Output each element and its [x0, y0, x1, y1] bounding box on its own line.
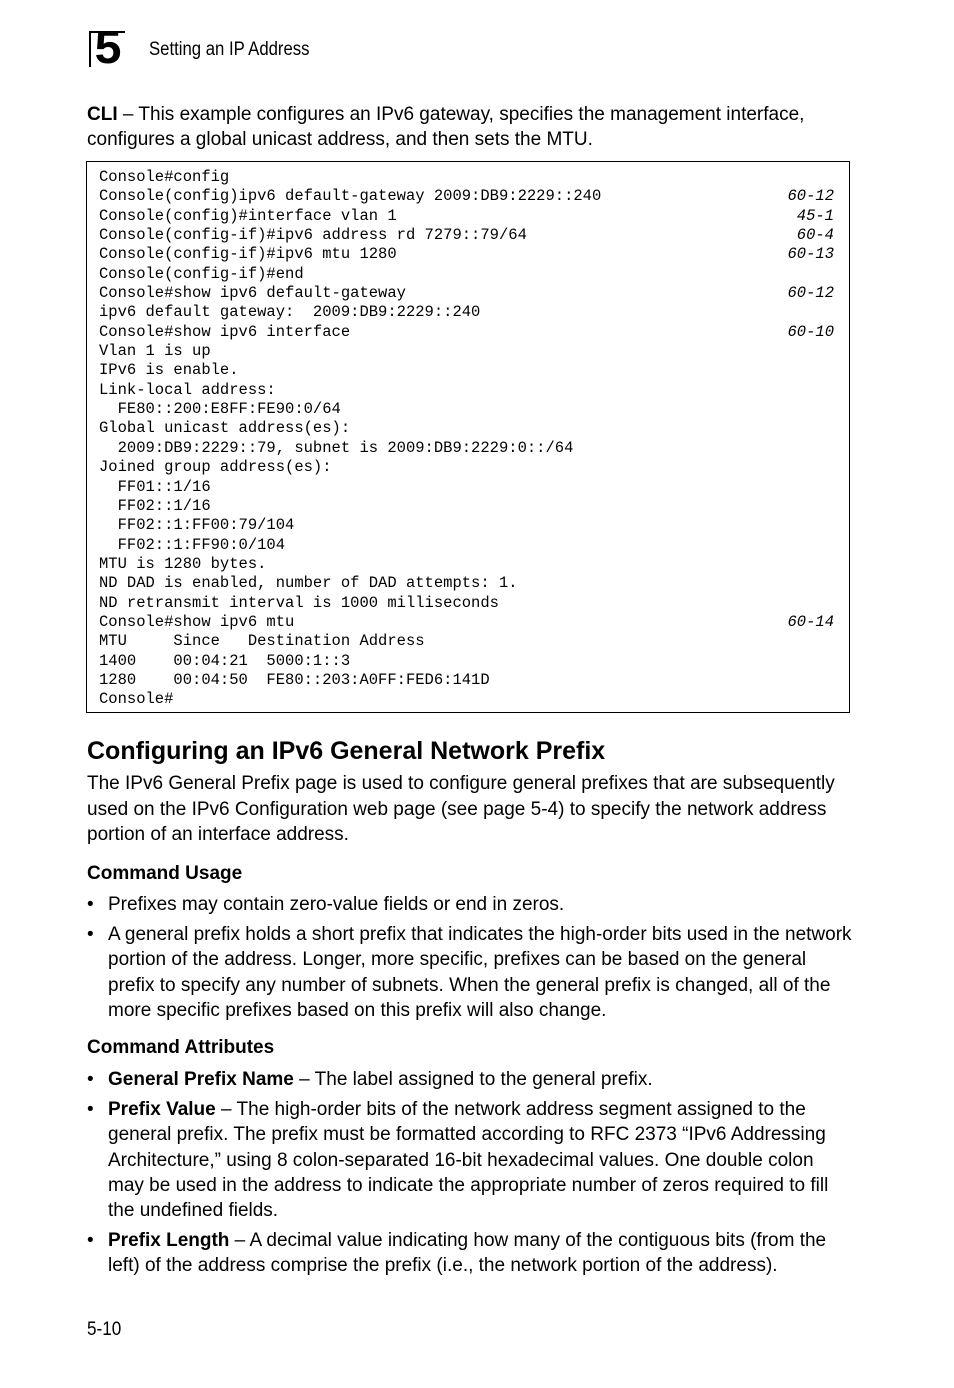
- bullet-marker: •: [87, 1099, 94, 1120]
- code-line: [99, 265, 837, 284]
- code-line: [99, 168, 837, 187]
- attribute-term: Prefix Value: [108, 1099, 216, 1120]
- code-text: FF02::1:FF90:0/104: [99, 535, 286, 554]
- code-text: Global unicast address(es):: [99, 419, 351, 438]
- code-line: [99, 226, 837, 245]
- page-reference: 60-14: [787, 612, 834, 631]
- code-text: IPv6 is enable.: [99, 361, 239, 380]
- code-text: FF02::1/16: [99, 496, 211, 515]
- code-line: [99, 613, 837, 632]
- code-text: Console#show ipv6 default-gateway: [99, 284, 406, 303]
- code-text: Vlan 1 is up: [99, 342, 211, 361]
- code-line: [99, 207, 837, 226]
- code-line: [99, 361, 837, 380]
- code-text: FF01::1/16: [99, 477, 211, 496]
- page-reference: 60-12: [787, 187, 834, 206]
- code-text: MTU Since Destination Address: [99, 632, 425, 651]
- code-line: [99, 478, 837, 497]
- attribute-desc: – The high-order bits of the network address segment assigned to the general prefix. The prefix must be formatted according to RFC 2373 “IPv6 Addressing Architecture,” using 8 colon-separated 16-bit hexadecimal values. One double colon may be used in the address to indicate the appropriate number of zeros required to fill the undefined fields.: [108, 1099, 829, 1222]
- code-text: 1280 00:04:50 FE80::203:A0FF:FED6:141D: [99, 670, 490, 689]
- usage-item-text: A general prefix holds a short prefix that indicates the high-order bits used in the network portion of the address. Longer, more specific, prefixes can be based on the general prefix to specify any number of subnets. When the general prefix is changed, all of the more specific prefixes based on this prefix will also change.: [108, 924, 852, 1021]
- code-text: FE80::200:E8FF:FE90:0/64: [99, 400, 341, 419]
- running-title: Setting an IP Address: [149, 39, 310, 60]
- code-text: Link-local address:: [99, 380, 276, 399]
- attribute-desc: – The label assigned to the general prefix.: [293, 1069, 653, 1090]
- bullet-marker: •: [87, 924, 94, 945]
- code-line: [99, 652, 837, 671]
- code-line: [99, 690, 837, 709]
- code-text: Console(config)#interface vlan 1: [99, 206, 397, 225]
- code-text: Joined group address(es):: [99, 458, 332, 477]
- command-attributes-heading: Command Attributes: [87, 1037, 275, 1058]
- code-line: [99, 342, 837, 361]
- code-text: Console(config-if)#end: [99, 264, 304, 283]
- attribute-list-item: [87, 1228, 852, 1279]
- code-line: [99, 632, 837, 651]
- usage-list-item: [87, 892, 852, 917]
- attribute-list-item: [87, 1067, 852, 1092]
- code-text: 1400 00:04:21 5000:1::3: [99, 651, 351, 670]
- code-line: [99, 187, 837, 206]
- code-text: Console#show ipv6 interface: [99, 322, 351, 341]
- code-line: [99, 536, 837, 555]
- section-paragraph: The IPv6 General Prefix page is used to configure general prefixes that are subsequently used on the IPv6 Configuration web page (see page 5-4) to specify the network address portion of an interface address.: [87, 773, 835, 845]
- code-text: 2009:DB9:2229::79, subnet is 2009:DB9:2229:0::/64: [99, 438, 574, 457]
- code-text: Console#config: [99, 168, 230, 186]
- command-usage-heading: Command Usage: [87, 863, 243, 884]
- intro-lead: CLI: [87, 104, 118, 125]
- section-heading: Configuring an IPv6 General Network Prefix: [87, 737, 606, 765]
- code-text: Console(config-if)#ipv6 address rd 7279::79/64: [99, 226, 527, 245]
- code-text: Console#show ipv6 mtu: [99, 612, 295, 631]
- code-line: [99, 419, 837, 438]
- bullet-marker: •: [87, 894, 94, 915]
- code-text: Console(config-if)#ipv6 mtu 1280: [99, 245, 397, 264]
- code-line: [99, 594, 837, 613]
- code-line: [99, 284, 837, 303]
- attribute-list-item: [87, 1097, 852, 1223]
- page-number: 5-10: [87, 1319, 122, 1340]
- code-line: [99, 439, 837, 458]
- code-text: MTU is 1280 bytes.: [99, 554, 267, 573]
- code-text: ND retransmit interval is 1000 milliseconds: [99, 593, 499, 612]
- attribute-term: Prefix Length: [108, 1230, 230, 1251]
- code-line: [99, 323, 837, 342]
- usage-list-item: [87, 922, 852, 1023]
- page-reference: 60-13: [787, 245, 834, 264]
- code-line: [99, 245, 837, 264]
- chapter-number: 5: [94, 21, 122, 73]
- intro-paragraph: [87, 102, 857, 152]
- code-line: [99, 381, 837, 400]
- page-reference: 60-12: [787, 284, 834, 303]
- code-text: ipv6 default gateway: 2009:DB9:2229::240: [99, 303, 481, 322]
- code-line: [99, 555, 837, 574]
- code-text: Console(config)ipv6 default-gateway 2009:DB9:2229::240: [99, 187, 602, 206]
- code-text: Console#: [99, 690, 174, 709]
- code-line: [99, 497, 837, 516]
- usage-item-text: Prefixes may contain zero-value fields or end in zeros.: [108, 894, 565, 915]
- code-example-box: [86, 161, 850, 713]
- bullet-marker: •: [87, 1069, 94, 1090]
- attribute-desc: – A decimal value indicating how many of the contiguous bits (from the left) of the address comprise the prefix (i.e., the network portion of the address).: [108, 1230, 827, 1277]
- code-line: [99, 574, 837, 593]
- code-line: [99, 458, 837, 477]
- code-line: [99, 303, 837, 322]
- intro-text: – This example configures an IPv6 gateway, specifies the management interface, configures a global unicast address, and then sets the MTU.: [87, 104, 805, 150]
- bullet-marker: •: [87, 1230, 94, 1251]
- page-reference: 60-4: [796, 226, 834, 245]
- page-reference: 60-10: [787, 322, 834, 341]
- attribute-term: General Prefix Name: [108, 1069, 294, 1090]
- code-text: FF02::1:FF00:79/104: [99, 516, 295, 535]
- code-line: [99, 400, 837, 419]
- code-text: ND DAD is enabled, number of DAD attempts: 1.: [99, 574, 518, 593]
- page-reference: 45-1: [796, 206, 834, 225]
- code-line: [99, 671, 837, 690]
- code-line: [99, 516, 837, 535]
